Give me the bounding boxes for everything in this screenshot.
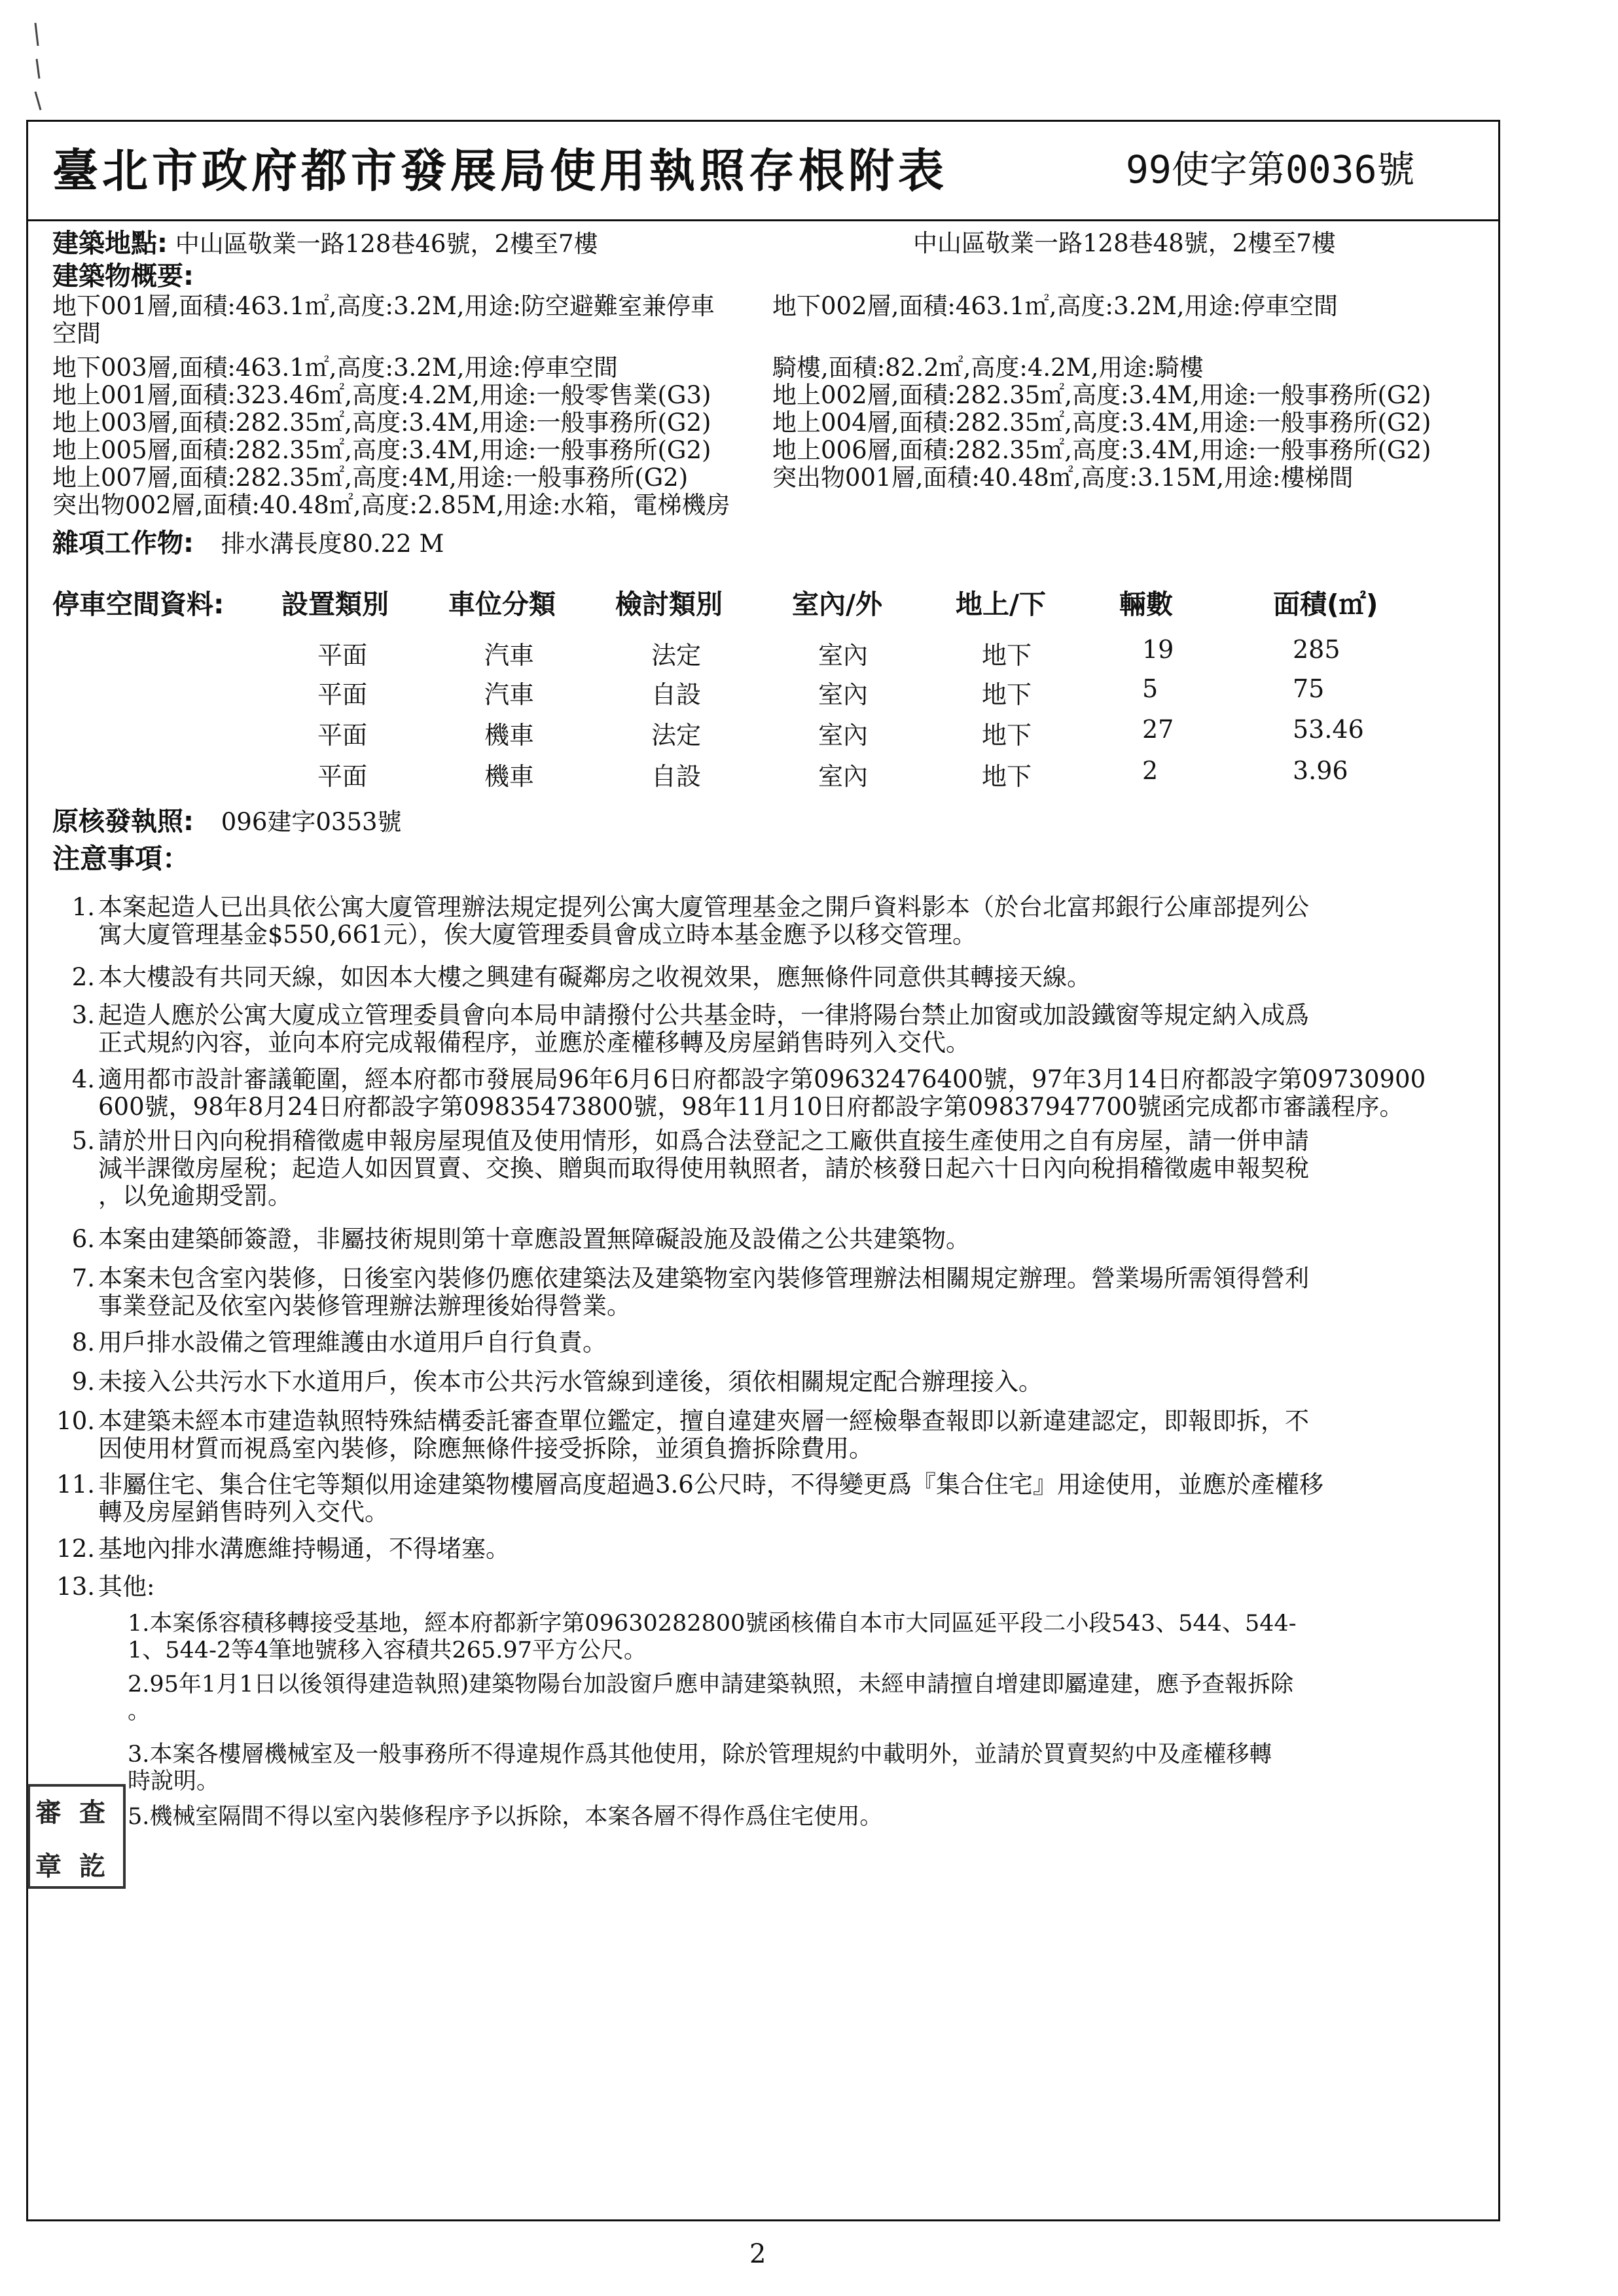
parking-cell: 地下 <box>982 721 1032 750</box>
parking-cell: 汽車 <box>484 680 535 709</box>
note-line: 本案起造人已出具依公寓大廈管理辦法規定提列公寓大廈管理基金之開戶資料影本（於台北富邦銀行公庫部提列公 <box>98 893 1309 921</box>
overview-right-line: 地上002層,面積:282.35㎡,高度:3.4M,用途:一般事務所(G2) <box>772 381 1431 409</box>
parking-cell: 機車 <box>484 762 535 791</box>
other-line: 2.95年1月1日以後領得建造執照)建築物陽台加設窗戶應申請建築執照，未經申請擅自增建即屬違建，應予查報拆除 <box>128 1671 1294 1698</box>
note-item <box>71 1225 1486 1253</box>
parking-cell: 平面 <box>317 762 368 791</box>
overview-right-line: 騎樓,面積:82.2㎡,高度:4.2M,用途:騎樓 <box>772 354 1204 382</box>
parking-header: 車位分類 <box>448 589 556 620</box>
parking-cell: 室內 <box>818 762 869 791</box>
other-line: 1.本案係容積移轉接受基地，經本府都新字第09630282800號函核備自本市大同區延平段二小段543、544、544- <box>128 1611 1297 1637</box>
note-number: 11. <box>56 1470 95 1499</box>
site-label: 建築地點: <box>52 228 168 259</box>
official-seal-stamp: 審 查 章 訖 <box>27 1784 126 1889</box>
note-item <box>71 893 1486 949</box>
overview-left-line: 突出物002層,面積:40.48㎡,高度:2.85M,用途:水箱，電梯機房 <box>52 491 730 519</box>
parking-cell: 地下 <box>982 762 1032 791</box>
note-line: 非屬住宅、集合住宅等類似用途建築物樓層高度超過3.6公尺時，不得變更爲『集合住宅』用途使用，並應於產權移 <box>98 1470 1323 1499</box>
overview-left-line: 地上007層,面積:282.35㎡,高度:4M,用途:一般事務所(G2) <box>52 464 689 492</box>
parking-cell: 3.96 <box>1293 756 1348 785</box>
note-item <box>71 963 1486 991</box>
other-line: 。 <box>128 1698 151 1724</box>
parking-cell: 法定 <box>651 721 702 750</box>
parking-cell: 53.46 <box>1293 715 1364 744</box>
note-number: 6. <box>71 1225 95 1253</box>
page-number: 2 <box>749 2239 766 2269</box>
parking-cell: 法定 <box>651 641 702 670</box>
other-line: 1、544-2等4筆地號移入容積共265.97平方公尺。 <box>128 1637 647 1664</box>
note-line: 轉及房屋銷售時列入交代。 <box>98 1498 389 1526</box>
other-line: 5.機械室隔間不得以室內裝修程序予以拆除，本案各層不得作爲住宅使用。 <box>128 1804 883 1830</box>
note-line: 600號，98年8月24日府都設字第09835473800號，98年11月10日府都設字第09837947700號函完成都市審議程序。 <box>98 1093 1404 1121</box>
parking-cell: 自設 <box>651 680 702 709</box>
note-number: 4. <box>71 1065 95 1093</box>
note-line: 寓大廈管理基金$550,661元），俟大廈管理委員會成立時本基金應予以移交管理。 <box>98 920 977 949</box>
note-line: 因使用材質而視爲室內裝修，除應無條件接受拆除，並須負擔拆除費用。 <box>98 1434 873 1463</box>
note-number: 9. <box>71 1368 95 1396</box>
note-item <box>56 1535 1486 1563</box>
original-license-row <box>52 807 402 837</box>
scan-mark <box>33 20 46 111</box>
document-number: 99使字第0036號 <box>1126 147 1415 192</box>
parking-cell: 2 <box>1142 756 1159 785</box>
overview-right-line: 地上006層,面積:282.35㎡,高度:3.4M,用途:一般事務所(G2) <box>772 436 1431 464</box>
parking-header: 室內/外 <box>792 589 882 620</box>
site-row <box>52 229 598 259</box>
note-line: 其他: <box>98 1573 155 1601</box>
note-number: 5. <box>71 1127 95 1155</box>
note-item <box>71 1001 1486 1057</box>
note-line: 起造人應於公寓大廈成立管理委員會向本局申請撥付公共基金時，一律將陽台禁止加窗或加設鐵窗等規定納入成爲 <box>98 1001 1309 1029</box>
parking-cell: 平面 <box>317 641 368 670</box>
parking-header: 面積(㎡) <box>1273 589 1378 620</box>
overview-left-line: 空間 <box>52 319 101 348</box>
site-address-right: 中山區敬業一路128巷48號，2樓至7樓 <box>913 229 1336 257</box>
overview-right-line: 地上004層,面積:282.35㎡,高度:3.4M,用途:一般事務所(G2) <box>772 409 1431 437</box>
overview-left-line: 地下001層,面積:463.1㎡,高度:3.2M,用途:防空避難室兼停車 <box>52 292 715 320</box>
note-line: 本案由建築師簽證，非屬技術規則第十章應設置無障礙設施及設備之公共建築物。 <box>98 1225 970 1253</box>
note-number: 12. <box>56 1535 95 1563</box>
parking-header: 輛數 <box>1119 589 1173 620</box>
title-divider <box>26 219 1500 221</box>
note-item <box>71 1065 1486 1121</box>
parking-cell: 285 <box>1293 635 1340 664</box>
note-item <box>71 1127 1486 1210</box>
original-license-value: 096建字0353號 <box>221 808 402 836</box>
other-item <box>128 1611 1486 1664</box>
note-line: 基地內排水溝應維持暢通，不得堵塞。 <box>98 1535 510 1563</box>
parking-cell: 75 <box>1293 674 1325 703</box>
parking-header: 檢討類別 <box>615 589 723 620</box>
parking-cell: 室內 <box>818 641 869 670</box>
overview-right-line: 突出物001層,面積:40.48㎡,高度:3.15M,用途:樓梯間 <box>772 464 1354 492</box>
overview-left-line: 地上005層,面積:282.35㎡,高度:3.4M,用途:一般事務所(G2) <box>52 436 711 464</box>
parking-cell: 室內 <box>818 680 869 709</box>
parking-cell: 19 <box>1142 635 1174 664</box>
original-license-label: 原核發執照: <box>52 807 194 837</box>
parking-cell: 地下 <box>982 641 1032 670</box>
note-line: ，以免逾期受罰。 <box>98 1182 292 1210</box>
parking-cell: 5 <box>1142 674 1159 703</box>
parking-cell: 平面 <box>317 721 368 750</box>
note-line: 事業登記及依室內裝修管理辦法辦理後始得營業。 <box>98 1292 631 1320</box>
note-line: 減半課徵房屋稅；起造人如因買賣、交換、贈與而取得使用執照者，請於核發日起六十日內向稅捐稽徵處申報契稅 <box>98 1154 1309 1182</box>
note-item <box>71 1264 1486 1320</box>
note-line: 適用都市設計審議範圍，經本府都市發展局96年6月6日府都設字第09632476400號，97年3月14日府都設字第09730900 <box>98 1065 1426 1093</box>
parking-cell: 自設 <box>651 762 702 791</box>
parking-cell: 汽車 <box>484 641 535 670</box>
other-item <box>128 1671 1486 1725</box>
note-number: 1. <box>71 893 95 921</box>
misc-value: 排水溝長度80.22 M <box>221 530 444 558</box>
note-line: 本案未包含室內裝修，日後室內裝修仍應依建築法及建築物室內裝修管理辦法相關規定辦理。營業場所需領得營利 <box>98 1264 1309 1292</box>
note-number: 2. <box>71 963 95 991</box>
notes-label: 注意事項： <box>52 843 190 875</box>
parking-label: 停車空間資料: <box>52 589 225 620</box>
overview-right-line: 地下002層,面積:463.1㎡,高度:3.2M,用途:停車空間 <box>772 292 1338 320</box>
other-item <box>128 1804 1486 1831</box>
other-item <box>128 1741 1486 1795</box>
overview-left-line: 地下003層,面積:463.1㎡,高度:3.2M,用途:停車空間 <box>52 354 618 382</box>
overview-left-line: 地上003層,面積:282.35㎡,高度:3.4M,用途:一般事務所(G2) <box>52 409 711 437</box>
other-line: 3.本案各樓層機械室及一般事務所不得違規作爲其他使用，除於管理規約中載明外，並請於買賣契約中及產權移轉 <box>128 1741 1272 1768</box>
note-item <box>71 1368 1486 1396</box>
note-line: 用戶排水設備之管理維護由水道用戶自行負責。 <box>98 1328 607 1357</box>
site-address-left: 中山區敬業一路128巷46號，2樓至7樓 <box>175 230 598 258</box>
note-number: 3. <box>71 1001 95 1029</box>
note-line: 本建築未經本市建造執照特殊結構委託審查單位鑑定，擅自違建夾層一經檢舉查報即以新違建認定，即報即拆，不 <box>98 1407 1309 1435</box>
note-number: 8. <box>71 1328 95 1357</box>
note-line: 正式規約內容，並向本府完成報備程序，並應於產權移轉及房屋銷售時列入交代。 <box>98 1029 970 1057</box>
other-line: 時說明。 <box>128 1768 220 1795</box>
note-line: 本大樓設有共同天線，如因本大樓之興建有礙鄰房之收視效果，應無條件同意供其轉接天線。 <box>98 963 1091 991</box>
note-item <box>56 1573 1486 1601</box>
note-number: 10. <box>56 1407 95 1435</box>
parking-header: 地上/下 <box>956 589 1046 620</box>
parking-cell: 地下 <box>982 680 1032 709</box>
parking-cell: 27 <box>1142 715 1174 744</box>
note-number: 13. <box>56 1573 95 1601</box>
note-number: 7. <box>71 1264 95 1292</box>
parking-cell: 機車 <box>484 721 535 750</box>
overview-left-line: 地上001層,面積:323.46㎡,高度:4.2M,用途:一般零售業(G3) <box>52 381 711 409</box>
note-item <box>56 1407 1486 1463</box>
misc-row <box>52 529 444 558</box>
misc-label: 雜項工作物: <box>52 528 194 558</box>
parking-cell: 平面 <box>317 680 368 709</box>
note-line: 請於卅日內向稅捐稽徵處申報房屋現值及使用情形，如爲合法登記之工廠供直接生產使用之自有房屋，請一併申請 <box>98 1127 1309 1155</box>
note-item <box>56 1470 1486 1526</box>
note-line: 未接入公共污水下水道用戶，俟本市公共污水管線到達後，須依相關規定配合辦理接入。 <box>98 1368 1043 1396</box>
note-item <box>71 1328 1486 1357</box>
overview-label: 建築物概要: <box>52 261 194 291</box>
parking-cell: 室內 <box>818 721 869 750</box>
parking-header: 設置類別 <box>281 589 389 620</box>
document-title: 臺北市政府都市發展局使用執照存根附表 <box>52 143 948 198</box>
